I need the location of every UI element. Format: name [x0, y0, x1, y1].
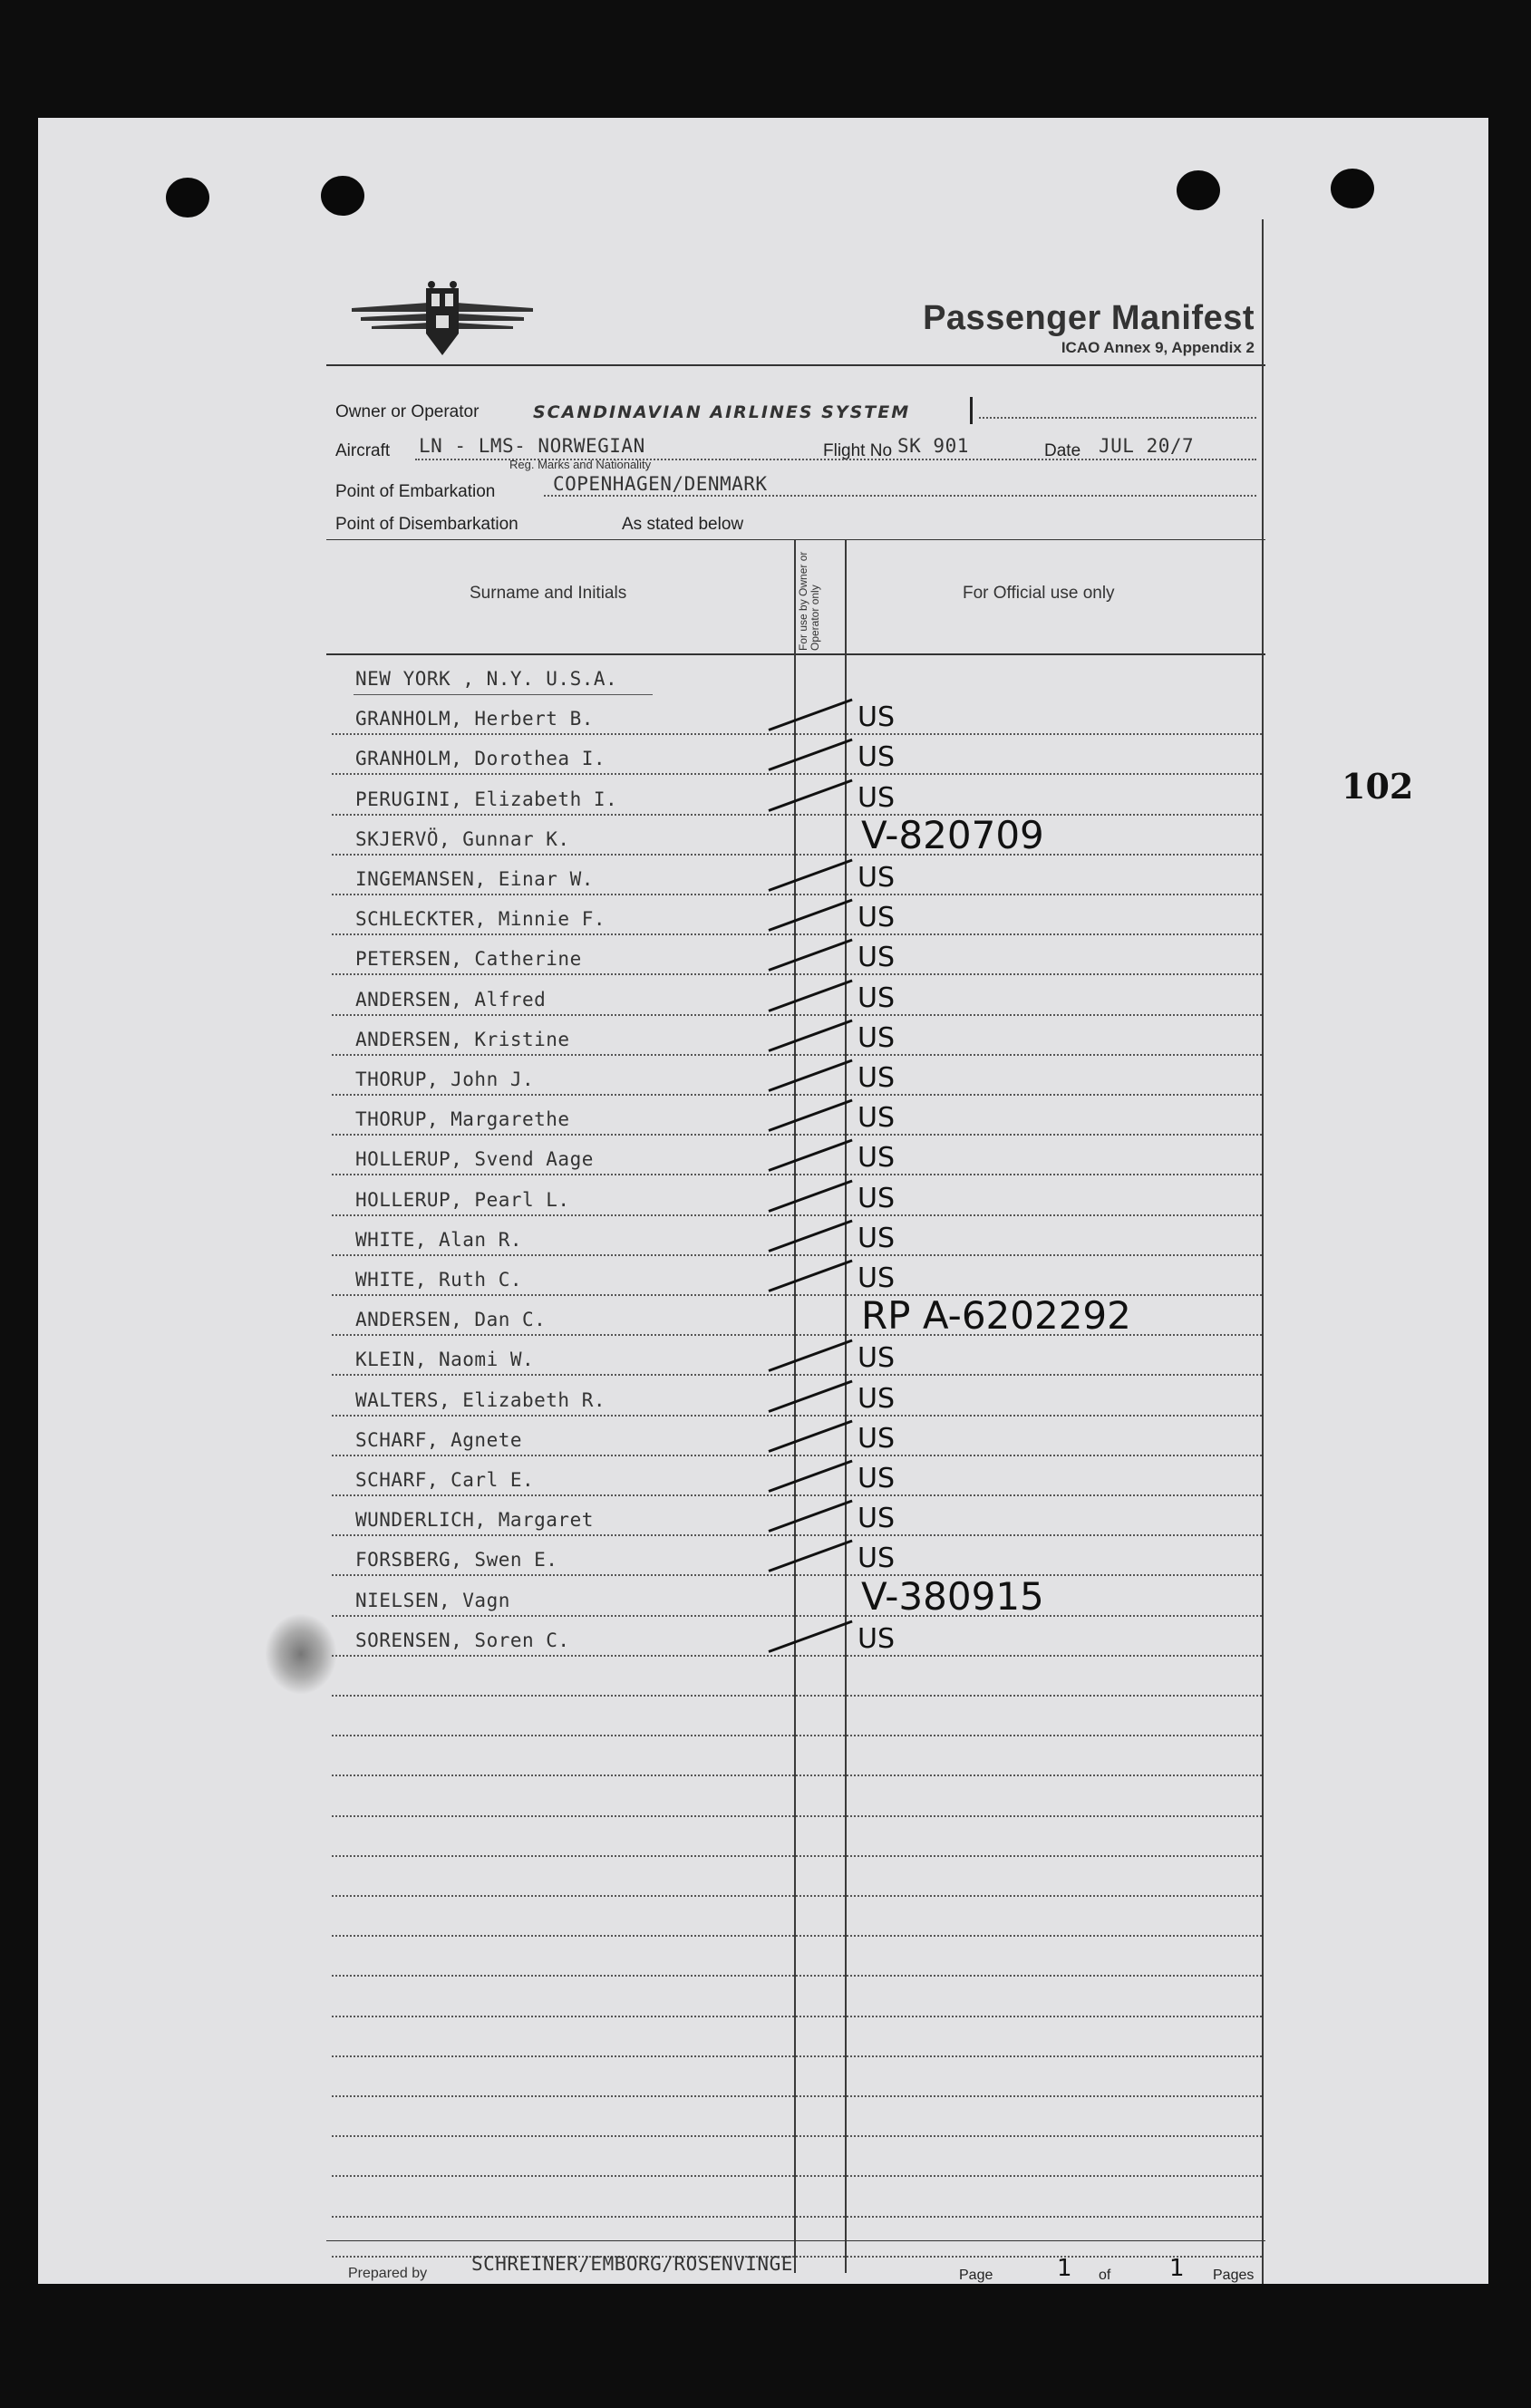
checkmark-stroke [768, 979, 852, 1011]
checkmark-stroke [768, 1419, 852, 1452]
page-label: Page [959, 2268, 993, 2283]
form-title: Passenger Manifest [923, 299, 1255, 337]
page-total: 1 [1169, 2255, 1185, 2282]
date-value: JUL 20/7 [1099, 435, 1195, 457]
passenger-name: SCHARF, Agnete [355, 1428, 523, 1451]
passenger-row [326, 1216, 1265, 1256]
owner-value: SCANDINAVIAN AIRLINES SYSTEM [533, 402, 911, 422]
page-number: 1 [1057, 2255, 1072, 2282]
date-label: Date [1044, 441, 1081, 460]
passenger-name: SKJERVÖ, Gunnar K. [355, 827, 570, 850]
checkmark-stroke [768, 1540, 852, 1572]
official-mark: US [858, 1422, 896, 1455]
checkmark-stroke [768, 1179, 852, 1212]
pen-stroke [970, 397, 973, 424]
passenger-row [326, 1417, 1265, 1456]
official-mark: US [858, 701, 896, 734]
empty-row [326, 1978, 1265, 2017]
checkmark-stroke [768, 1099, 852, 1132]
passenger-name: SCHARF, Carl E. [355, 1469, 535, 1491]
punch-hole [1331, 169, 1374, 208]
field-line [979, 417, 1256, 419]
passenger-name: ANDERSEN, Alfred [355, 988, 547, 1011]
passenger-row [326, 695, 1265, 735]
col-surname-header: Surname and Initials [470, 584, 627, 603]
empty-row [326, 2097, 1265, 2137]
passenger-name: INGEMANSEN, Einar W. [355, 868, 594, 890]
checkmark-stroke [768, 778, 852, 811]
form-subtitle: ICAO Annex 9, Appendix 2 [1061, 339, 1255, 356]
punch-hole [166, 178, 209, 218]
official-mark: US [858, 1102, 896, 1135]
passenger-name: GRANHOLM, Herbert B. [355, 708, 594, 730]
passenger-row [326, 1293, 1265, 1339]
divider [326, 539, 1265, 540]
checkmark-stroke [768, 859, 852, 892]
passenger-name: WUNDERLICH, Margaret [355, 1509, 594, 1532]
empty-row [326, 1937, 1265, 1977]
checkmark-stroke [768, 1500, 852, 1533]
passenger-name: WALTERS, Elizabeth R. [355, 1388, 606, 1411]
passenger-name: PETERSEN, Catherine [355, 948, 582, 971]
empty-row [326, 2017, 1265, 2057]
airline-logo-icon [343, 279, 542, 361]
official-mark: US [858, 862, 896, 894]
official-mark: US [858, 781, 896, 814]
official-mark: US [858, 1021, 896, 1054]
passenger-row [326, 1056, 1265, 1096]
aircraft-label: Aircraft [335, 441, 391, 460]
empty-row [326, 2218, 1265, 2258]
pages-label: Pages [1213, 2268, 1255, 2283]
official-mark: RP A-6202292 [861, 1293, 1131, 1339]
empty-row [326, 1657, 1265, 1697]
passenger-name: THORUP, Margarethe [355, 1108, 570, 1131]
aircraft-note: Reg. Marks and Nationality [509, 458, 652, 471]
empty-row [326, 1897, 1265, 1937]
passenger-name: WHITE, Ruth C. [355, 1269, 523, 1291]
checkmark-stroke [768, 1139, 852, 1172]
checkmark-stroke [768, 1059, 852, 1092]
empty-row [326, 1777, 1265, 1817]
checkmark-stroke [768, 939, 852, 972]
passenger-name: THORUP, John J. [355, 1069, 535, 1090]
passenger-row [326, 1096, 1265, 1136]
passenger-name: HOLLERUP, Svend Aage [355, 1148, 594, 1171]
prepared-by-value: SCHREINER/EMBORG/ROSENVINGE [471, 2253, 793, 2275]
passenger-row [326, 776, 1265, 816]
passenger-row [326, 735, 1265, 775]
passenger-row [326, 1336, 1265, 1376]
official-mark: US [858, 1622, 896, 1655]
official-mark: US [858, 1503, 896, 1535]
official-mark: US [858, 741, 896, 774]
passenger-row [326, 1617, 1265, 1657]
official-mark: US [858, 1062, 896, 1094]
checkmark-stroke [768, 739, 852, 771]
divider [326, 2240, 1265, 2241]
checkmark-stroke [768, 1219, 852, 1252]
checkmark-stroke [768, 699, 852, 731]
checkmark-stroke [768, 1019, 852, 1051]
empty-row [326, 1736, 1265, 1776]
destination-row [326, 655, 1265, 695]
passenger-row [326, 812, 1265, 857]
sheet-number: 102 [1342, 766, 1414, 807]
checkmark-stroke [768, 1460, 852, 1493]
passenger-row [326, 1536, 1265, 1576]
passenger-row [326, 976, 1265, 1016]
prepared-by-label: Prepared by [348, 2266, 428, 2281]
field-line [544, 495, 1256, 497]
passenger-row [326, 856, 1265, 895]
passenger-name: PERUGINI, Elizabeth I. [355, 788, 618, 810]
passenger-name: ANDERSEN, Dan C. [355, 1309, 547, 1331]
official-mark: US [858, 1382, 896, 1415]
empty-row [326, 1697, 1265, 1736]
flight-value: SK 901 [897, 435, 969, 457]
official-mark: V-820709 [861, 812, 1044, 857]
passenger-name: NIELSEN, Vagn [355, 1589, 510, 1611]
divider [326, 364, 1265, 366]
of-label: of [1099, 2268, 1111, 2283]
passenger-name: HOLLERUP, Pearl L. [355, 1188, 570, 1211]
official-mark: US [858, 1222, 896, 1254]
empty-row [326, 1817, 1265, 1857]
passenger-name: FORSBERG, Swen E. [355, 1549, 558, 1571]
empty-row [326, 1857, 1265, 1897]
checkmark-stroke [768, 899, 852, 932]
disembarkation-value: As stated below [622, 515, 744, 534]
passenger-row [326, 1573, 1265, 1619]
checkmark-stroke [768, 1339, 852, 1372]
passenger-row [326, 895, 1265, 935]
passenger-name: SORENSEN, Soren C. [355, 1629, 570, 1651]
passenger-row [326, 1456, 1265, 1496]
official-mark: US [858, 942, 896, 974]
embarkation-label: Point of Embarkation [335, 482, 496, 501]
official-mark: US [858, 982, 896, 1014]
passenger-name: WHITE, Alan R. [355, 1228, 523, 1251]
passenger-row [326, 1496, 1265, 1536]
empty-row [326, 2178, 1265, 2218]
passenger-row [326, 1016, 1265, 1056]
punch-hole [1177, 170, 1220, 210]
disembarkation-label: Point of Disembarkation [335, 515, 518, 534]
checkmark-stroke [768, 1620, 852, 1652]
col-owner-use-header: For use by Owner or Operator only [797, 551, 821, 651]
passenger-row [326, 1256, 1265, 1296]
empty-row [326, 2057, 1265, 2097]
official-mark: US [858, 1182, 896, 1214]
official-mark: US [858, 1142, 896, 1175]
passenger-name: SCHLECKTER, Minnie F. [355, 908, 606, 931]
embarkation-value: COPENHAGEN/DENMARK [553, 473, 768, 495]
col-official-header: For Official use only [963, 584, 1115, 603]
checkmark-stroke [768, 1379, 852, 1412]
official-mark: V-380915 [861, 1573, 1044, 1619]
aircraft-value: LN - LMS- NORWEGIAN [419, 435, 645, 457]
punch-hole [321, 176, 364, 216]
passenger-name: ANDERSEN, Kristine [355, 1028, 570, 1050]
official-mark: US [858, 1463, 896, 1494]
official-mark: US [858, 1262, 896, 1294]
checkmark-stroke [768, 1260, 852, 1292]
flight-label: Flight No [823, 441, 893, 460]
passenger-row [326, 1136, 1265, 1175]
passenger-row [326, 935, 1265, 975]
destination-text: NEW YORK , N.Y. U.S.A. [355, 668, 618, 690]
official-mark: US [858, 902, 896, 934]
manifest-form [326, 218, 1265, 2284]
official-mark: US [858, 1542, 896, 1575]
official-mark: US [858, 1342, 896, 1375]
empty-row [326, 2137, 1265, 2177]
passenger-row [326, 1176, 1265, 1216]
passenger-name: KLEIN, Naomi W. [355, 1349, 535, 1371]
passenger-name: GRANHOLM, Dorothea I. [355, 748, 606, 770]
owner-label: Owner or Operator [335, 402, 480, 421]
passenger-row [326, 1377, 1265, 1417]
field-line [415, 459, 1256, 460]
